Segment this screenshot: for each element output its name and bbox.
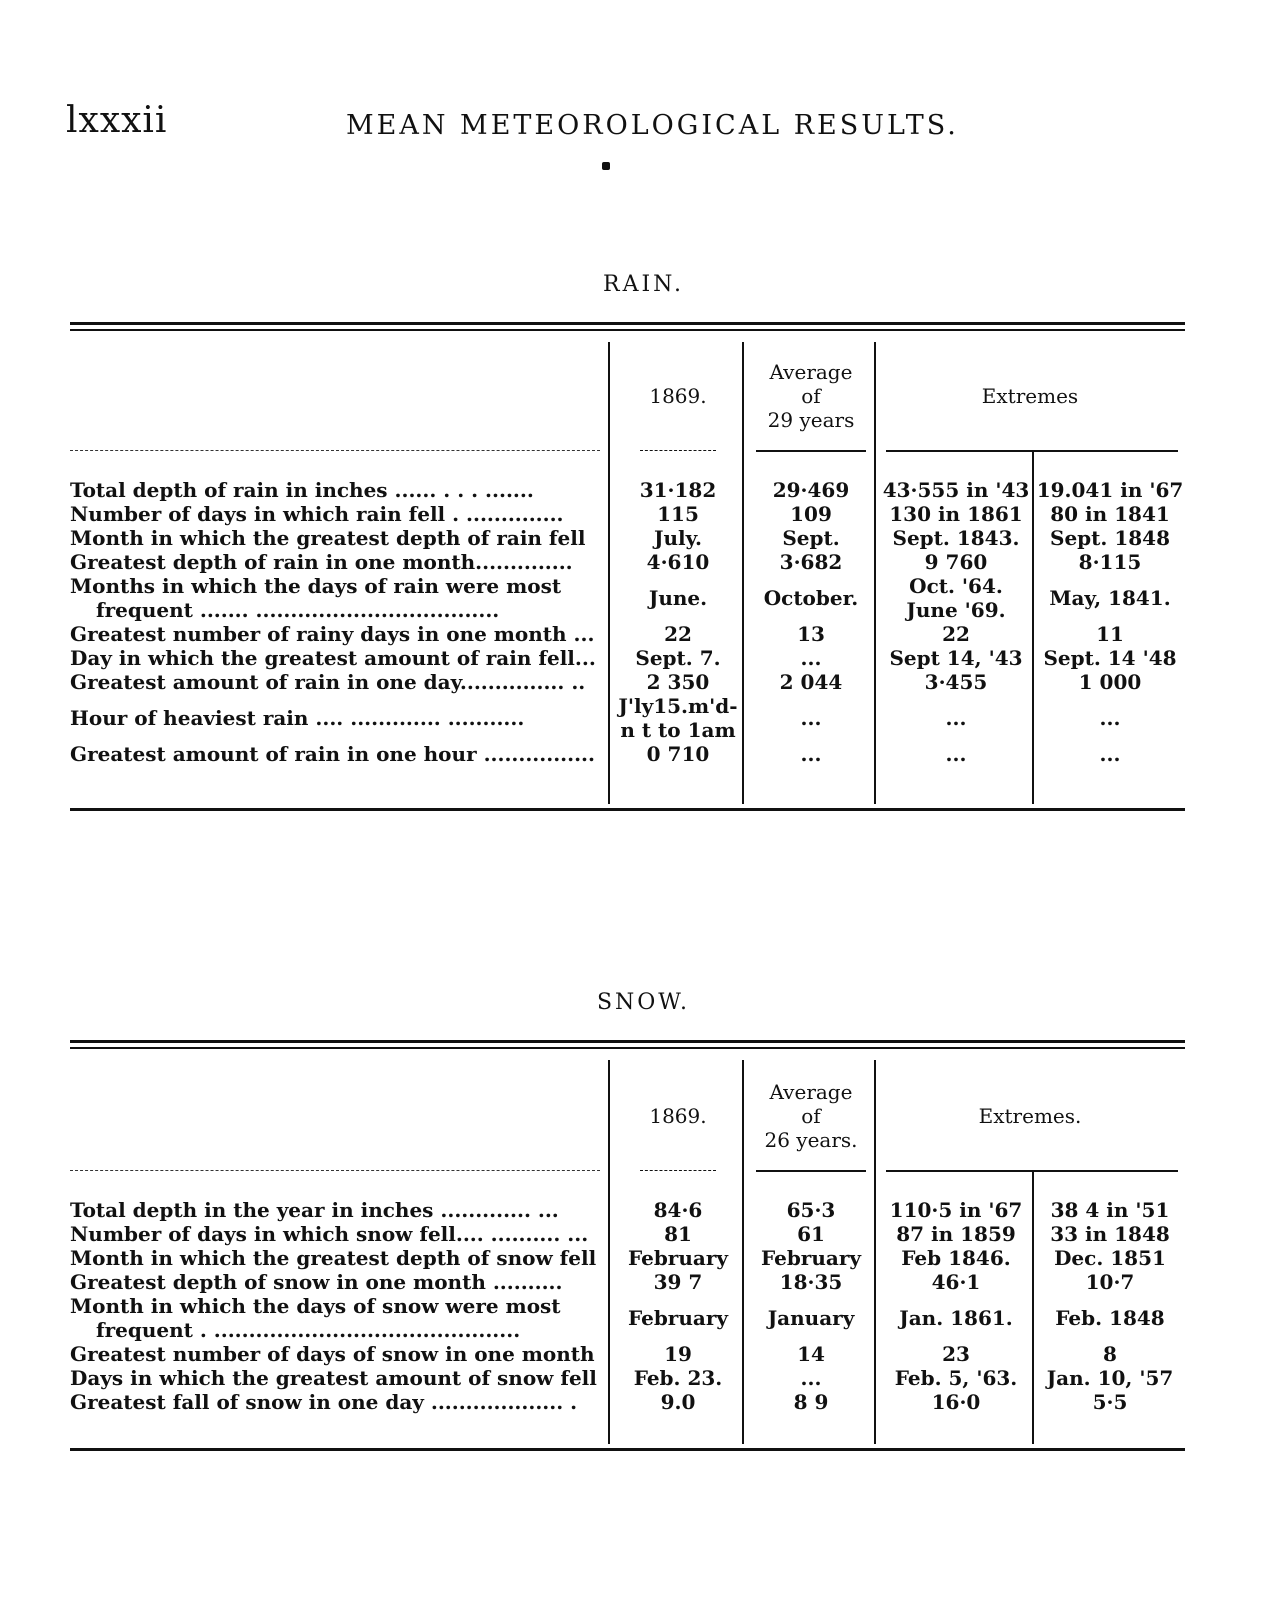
rain-cell-avg: 109 [790,502,832,526]
rain-cell-avg: Sept. [782,526,840,550]
rain-header-average-line: 29 years [767,408,855,432]
snow-cell-ext-high: 87 in 1859 [896,1222,1016,1246]
rain-row-label: Greatest amount of rain in one hour ................ [70,742,595,766]
rain-cell-ext-low: ... [1099,706,1121,730]
snow-cell-ext-low: Jan. 10, '57 [1046,1366,1174,1390]
rain-cell-avg: 2 044 [779,670,843,694]
snow-cell-year: 39 7 [653,1270,703,1294]
snow-subheader-rule [886,1170,1178,1172]
snow-row-label: Greatest number of days of snow in one month [70,1342,595,1366]
running-head: MEAN METEOROLOGICAL RESULTS. [346,110,959,141]
snow-cell-ext-high: 110·5 in '67 [889,1198,1023,1222]
rain-cell-ext-high: 22 [942,622,970,646]
snow-cell-year: Feb. 23. [633,1366,723,1390]
snow-cell-ext-low: 8 [1103,1342,1117,1366]
rain-cell-avg: October. [763,586,859,610]
snow-row-label-line: Month in which the days of snow were most [70,1294,561,1318]
rain-cell-year: July. [654,526,702,550]
rain-cell-year: 31·182 [639,478,717,502]
rain-cell-ext-high [876,574,1036,622]
snow-cell-avg: January [767,1306,855,1330]
rain-cell-year: June. [648,586,708,610]
snow-row-label: Total depth in the year in inches ............. ... [70,1198,559,1222]
snow-cell-ext-low: 10·7 [1085,1270,1135,1294]
rain-table-row [70,670,1185,694]
rain-row-label: Month in which the greatest depth of rain fell [70,526,586,550]
rain-cell-year: 4·610 [646,550,710,574]
snow-cell-avg: ... [800,1366,822,1390]
snow-cell-ext-low: 5·5 [1092,1390,1128,1414]
rain-header-average-line: Average [769,360,853,384]
snow-header-year: 1869. [649,1104,707,1128]
rain-cell-line: Oct. '64. [909,574,1003,598]
snow-row-label-line: frequent . ............................................ [96,1318,521,1342]
snow-top-rule-2 [70,1047,1185,1049]
snow-title: SNOW. [596,990,691,1015]
folio: lxxxii [66,100,168,141]
snow-row-label: Number of days in which snow fell.... .......... ... [70,1222,589,1246]
snow-cell-ext-high: Jan. 1861. [899,1306,1013,1330]
rain-row-label [70,574,606,622]
rain-subheader-rule [756,450,866,452]
snow-cell-avg: 65·3 [786,1198,836,1222]
rain-cell-year: 115 [657,502,699,526]
rain-header-extremes: Extremes [981,384,1079,408]
rain-cell-ext-low: Sept. 1848 [1050,526,1170,550]
rain-cell-ext-high: 130 in 1861 [889,502,1023,526]
snow-header-average-line: Average [769,1080,853,1104]
rain-row-label: Greatest depth of rain in one month.............. [70,550,573,574]
snow-table-row [70,1294,1185,1342]
rain-cell-line: n t to 1am [620,718,736,742]
snow-cell-year: 81 [664,1222,692,1246]
rain-cell-ext-low: 80 in 1841 [1050,502,1170,526]
snow-row-label: Month in which the greatest depth of snow fell [70,1246,597,1270]
rain-cell-ext-low: May, 1841. [1049,586,1171,610]
snow-header-average-line: 26 years. [764,1128,858,1152]
rain-header-average-line: of [801,384,821,408]
ornament-dot [602,162,610,170]
snow-cell-ext-high: 16·0 [931,1390,981,1414]
rain-row-label: Day in which the greatest amount of rain fell... [70,646,596,670]
snow-subheader-rule-dashed [70,1170,600,1171]
rain-row-label-line: Months in which the days of rain were most [70,574,562,598]
snow-subheader-rule [640,1170,716,1171]
snow-cell-ext-high: Feb 1846. [901,1246,1011,1270]
rain-cell-line: June '69. [906,598,1006,622]
snow-cell-avg: February [760,1246,861,1270]
rain-cell-year: Sept. 7. [635,646,721,670]
rain-top-rule [70,322,1185,325]
rain-table-row [70,694,1185,742]
rain-subheader-rule [640,450,716,451]
rain-header-average [746,360,876,432]
snow-cell-year: February [627,1246,728,1270]
rain-cell-ext-low: 11 [1096,622,1124,646]
rain-table [70,322,1185,812]
snow-bottom-rule [70,1448,1185,1451]
snow-table-row [70,1246,1185,1270]
rain-cell-ext-high: ... [945,742,967,766]
rain-cell-year: 0 710 [646,742,710,766]
snow-table-row [70,1390,1185,1414]
rain-cell-year [610,694,746,742]
rain-table-row [70,742,1185,766]
rain-cell-ext-low: 8·115 [1078,550,1142,574]
snow-row-label: Greatest fall of snow in one day ................... . [70,1390,578,1414]
rain-cell-ext-high: 43·555 in '43 [882,478,1030,502]
rain-cell-ext-high: 3·455 [924,670,988,694]
rain-row-label: Greatest number of rainy days in one month ... [70,622,595,646]
rain-cell-avg: 13 [797,622,825,646]
snow-cell-avg: 8 9 [793,1390,829,1414]
rain-table-row [70,574,1185,622]
rain-header-year: 1869. [649,384,707,408]
rain-table-row [70,646,1185,670]
snow-cell-avg: 61 [797,1222,825,1246]
snow-cell-year: 9.0 [660,1390,696,1414]
rain-row-label: Greatest amount of rain in one day............... .. [70,670,586,694]
rain-row-label: Number of days in which rain fell . .............. [70,502,564,526]
snow-header-average-line: of [801,1104,821,1128]
rain-cell-year: 22 [664,622,692,646]
rain-cell-ext-low: 1 000 [1078,670,1142,694]
rain-table-row [70,502,1185,526]
rain-cell-avg: ... [800,646,822,670]
snow-header-average [746,1080,876,1152]
rain-cell-ext-high: ... [945,706,967,730]
rain-bottom-rule [70,808,1185,811]
rain-row-label-line: frequent ....... ................................... [96,598,500,622]
rain-cell-ext-high: Sept 14, '43 [889,646,1023,670]
rain-subheader-rule-dashed [70,450,600,451]
snow-cell-ext-high: 46·1 [931,1270,981,1294]
rain-table-row [70,550,1185,574]
snow-cell-ext-high: Feb. 5, '63. [894,1366,1018,1390]
snow-cell-year: 84·6 [653,1198,703,1222]
rain-subheader-rule [886,450,1178,452]
snow-cell-ext-low: 33 in 1848 [1050,1222,1170,1246]
snow-header-extremes: Extremes. [978,1104,1082,1128]
rain-cell-line: J'ly15.m'd- [618,694,738,718]
snow-row-label: Days in which the greatest amount of snow fell [70,1366,597,1390]
rain-table-row [70,622,1185,646]
rain-cell-avg: ... [800,742,822,766]
rain-title: RAIN. [603,272,684,297]
snow-row-label [70,1294,606,1342]
snow-table [70,1040,1185,1452]
snow-table-row [70,1366,1185,1390]
snow-cell-year: February [627,1306,728,1330]
rain-cell-avg: 3·682 [779,550,843,574]
snow-table-row [70,1198,1185,1222]
rain-cell-ext-low: Sept. 14 '48 [1043,646,1177,670]
rain-row-label: Total depth of rain in inches ...... . . . ....... [70,478,534,502]
snow-cell-avg: 14 [797,1342,825,1366]
rain-cell-avg: 29·469 [772,478,850,502]
rain-cell-year: 2 350 [646,670,710,694]
snow-cell-ext-low: Feb. 1848 [1055,1306,1165,1330]
snow-top-rule [70,1040,1185,1043]
snow-cell-ext-high: 23 [942,1342,970,1366]
rain-row-label: Hour of heaviest rain .... ............. ........... [70,706,525,730]
rain-cell-ext-high: 9 760 [924,550,988,574]
snow-subheader-rule [756,1170,866,1172]
snow-table-row [70,1222,1185,1246]
snow-cell-avg: 18·35 [779,1270,843,1294]
rain-cell-ext-low: 19.041 in '67 [1036,478,1184,502]
snow-table-row [70,1342,1185,1366]
rain-table-row [70,478,1185,502]
rain-cell-ext-low: ... [1099,742,1121,766]
rain-cell-ext-high: Sept. 1843. [892,526,1020,550]
snow-cell-ext-low: 38 4 in '51 [1050,1198,1170,1222]
snow-row-label: Greatest depth of snow in one month .......... [70,1270,563,1294]
snow-cell-year: 19 [664,1342,692,1366]
snow-cell-ext-low: Dec. 1851 [1054,1246,1166,1270]
rain-table-row [70,526,1185,550]
rain-top-rule-2 [70,329,1185,331]
rain-cell-avg: ... [800,706,822,730]
snow-table-row [70,1270,1185,1294]
